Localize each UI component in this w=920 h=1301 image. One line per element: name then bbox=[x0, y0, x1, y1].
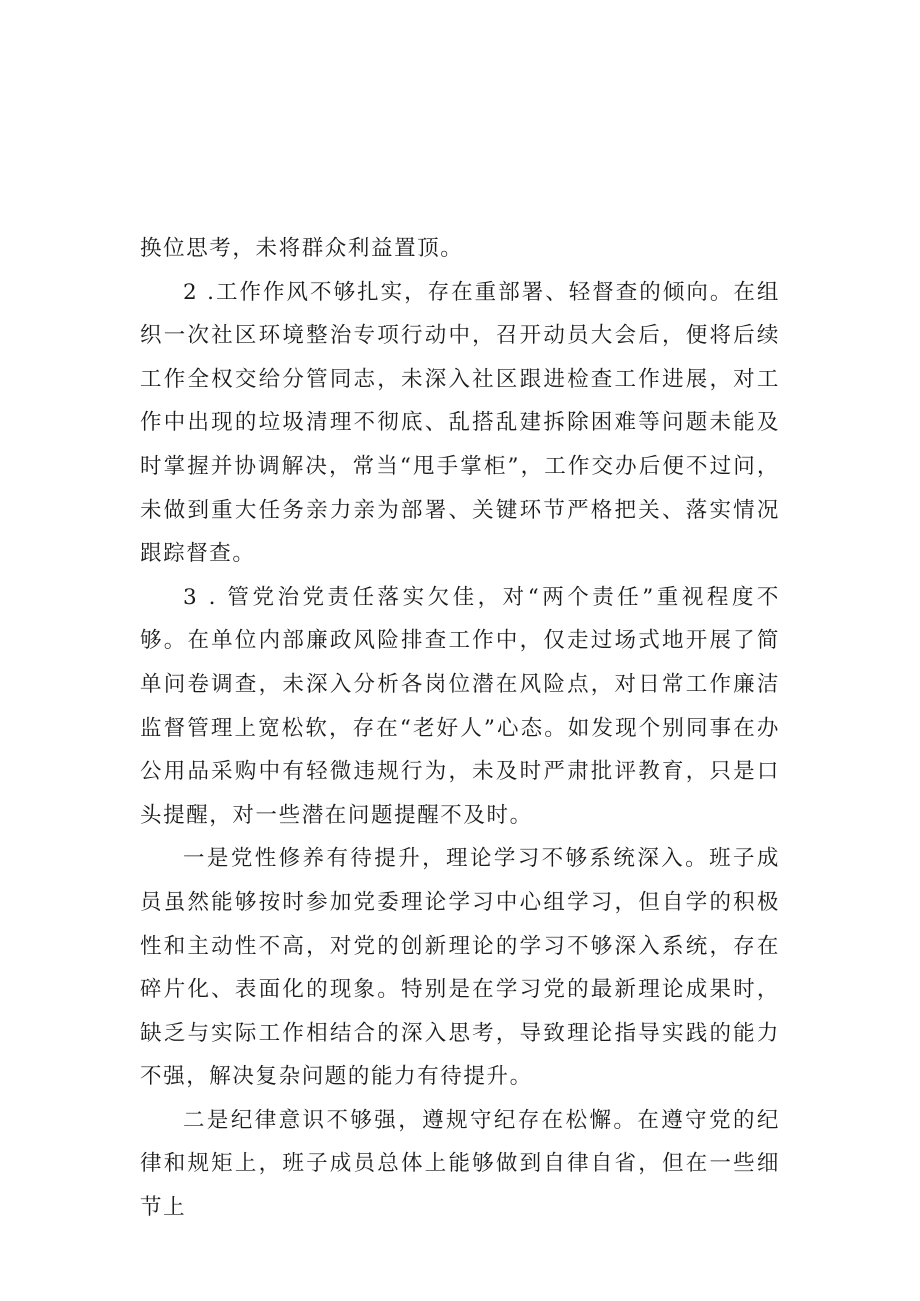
paragraph-item-2: 2 .工作作风不够扎实，存在重部署、轻督查的倾向。在组织一次社区环境整治专项行动中，召开动员大会后，便将后续工作全权交给分管同志，未深入社区跟进检查工作进展，对工作中出现的垃圾清理不彻底、乱搭乱建拆除困难等问题未能及时掌握并协调解决，常当“甩手掌柜”，工作交办后便不过问，未做到重大任务亲力亲为部署、关键环节严格把关、落实情况跟踪督查。 bbox=[140, 279, 780, 567]
paragraph-reason-1: 一是党性修养有待提升，理论学习不够系统深入。班子成员虽然能够按时参加党委理论学习中心组学习，但自学的积极性和主动性不高，对党的创新理论的学习不够深入系统，存在碎片化、表面化的现象。特别是在学习党的最新理论成果时，缺乏与实际工作相结合的深入思考，导致理论指导实践的能力不强，解决复杂问题的能力有待提升。 bbox=[140, 846, 780, 1090]
paragraph-reason-2: 二是纪律意识不够强，遵规守纪存在松懈。在遵守党的纪律和规矩上，班子成员总体上能够做到自律自省，但在一些细节上 bbox=[140, 1107, 780, 1221]
document-body bbox=[140, 227, 780, 1230]
paragraph-item-3: 3 . 管党治党责任落实欠佳，对“两个责任”重视程度不够。在单位内部廉政风险排查工作中，仅走过场式地开展了简单问卷调查，未深入分析各岗位潜在风险点，对日常工作廉洁监督管理上宽松软，存在“老好人”心态。如发现个别同事在办公用品采购中有轻微违规行为，未及时严肃批评教育，只是口头提醒，对一些潜在问题提醒不及时。 bbox=[140, 584, 780, 828]
paragraph-continuation: 换位思考，未将群众利益置顶。 bbox=[140, 236, 464, 261]
